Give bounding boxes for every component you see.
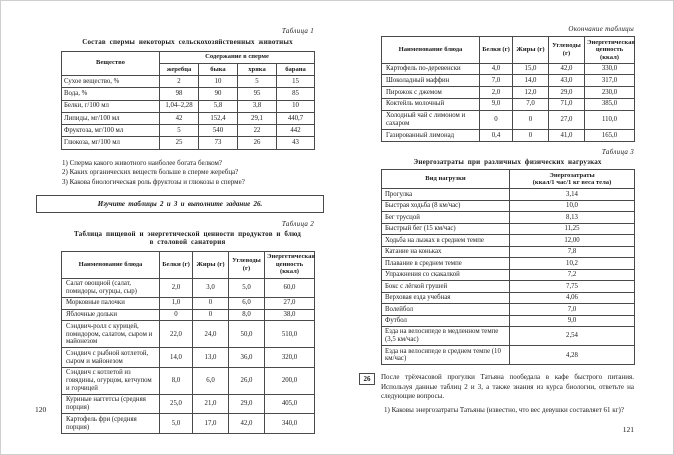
table-row xyxy=(62,414,315,433)
dish-cell: Картофель фри (средняя порция) xyxy=(62,414,160,433)
header-animal: хряка xyxy=(238,63,277,75)
value-cell: 442 xyxy=(277,125,315,137)
value-cell: 317,0 xyxy=(585,75,635,87)
table2-label: Таблица 2 xyxy=(281,219,314,228)
value-cell: 10,0 xyxy=(510,200,635,211)
substance-cell: Сухое вещество, % xyxy=(62,75,160,87)
header-dish: Наименование блюда xyxy=(62,251,160,278)
value-cell: 29,0 xyxy=(229,394,265,413)
substance-cell: Вода, % xyxy=(62,88,160,100)
value-cell: 385,0 xyxy=(585,98,635,110)
food-energy-table xyxy=(61,251,315,434)
value-cell: 90 xyxy=(199,88,238,100)
value-cell: 12,00 xyxy=(510,235,635,246)
table-row xyxy=(382,235,635,246)
value-cell: 0 xyxy=(513,110,549,129)
header-energy: Энергетическая ценность (ккал) xyxy=(265,251,315,278)
value-cell: 36,0 xyxy=(229,348,265,367)
value-cell: 320,0 xyxy=(265,348,315,367)
value-cell: 27,0 xyxy=(265,297,315,309)
value-cell: 29,0 xyxy=(549,87,585,99)
table-row xyxy=(382,346,635,365)
dish-cell: Яблочные дольки xyxy=(62,309,160,321)
value-cell: 42,0 xyxy=(229,414,265,433)
table-header-row xyxy=(62,251,315,278)
value-cell: 6,0 xyxy=(193,367,229,394)
task-subquestion: 1) Каковы энергозатраты Татьяны (известно, что вес девушки составляет 61 кг)? xyxy=(384,405,624,414)
energy-expenditure-table xyxy=(381,169,635,365)
value-cell: 340,0 xyxy=(265,414,315,433)
activity-cell: Волейбол xyxy=(382,304,510,315)
value-cell: 73 xyxy=(199,137,238,149)
header-group: Содержание в сперме xyxy=(160,51,315,63)
table-row xyxy=(62,125,315,137)
dish-cell: Газированный лимонад xyxy=(382,130,480,142)
table2-title-line1: Таблица пищевой и энергетической ценности продуктов и блюд xyxy=(74,229,301,238)
value-cell: 2,0 xyxy=(480,87,513,99)
activity-cell: Ходьба на лыжах в среднем темпе xyxy=(382,235,510,246)
activity-cell: Бег трусцой xyxy=(382,212,510,223)
value-cell: 10,2 xyxy=(510,258,635,269)
value-cell: 4,06 xyxy=(510,292,635,303)
page-number-right: 121 xyxy=(622,425,634,434)
value-cell: 5 xyxy=(160,125,199,137)
value-cell: 1,0 xyxy=(160,297,193,309)
value-cell: 0 xyxy=(513,130,549,142)
value-cell: 2,0 xyxy=(160,278,193,297)
table-row xyxy=(382,63,635,75)
value-cell: 22,0 xyxy=(160,321,193,348)
value-cell: 21,0 xyxy=(193,394,229,413)
question-list xyxy=(62,159,331,188)
table-row xyxy=(62,88,315,100)
table3-label: Таблица 3 xyxy=(601,147,634,156)
value-cell: 60,0 xyxy=(265,278,315,297)
value-cell: 12,0 xyxy=(513,87,549,99)
value-cell: 2,54 xyxy=(510,327,635,346)
question-item: 3) Какова биологическая роль фруктозы и глюкозы в сперме? xyxy=(62,177,245,186)
header-carbs: Углеводы (г) xyxy=(229,251,265,278)
table-row xyxy=(62,309,315,321)
header-fat: Жиры (г) xyxy=(513,37,549,64)
value-cell: 5,8 xyxy=(199,100,238,112)
value-cell: 1,04–2,28 xyxy=(160,100,199,112)
value-cell: 4,28 xyxy=(510,346,635,365)
table-row xyxy=(62,75,315,87)
value-cell: 8,0 xyxy=(160,367,193,394)
table-row xyxy=(62,394,315,413)
value-cell: 5,0 xyxy=(229,278,265,297)
task-number-badge: 26 xyxy=(359,373,375,385)
value-cell: 26,0 xyxy=(229,367,265,394)
table-row xyxy=(382,75,635,87)
table-header-row xyxy=(382,170,635,189)
dish-cell: Сэндвич с котлетой из говядины, огурцом, кетчупом и горчицей xyxy=(62,367,160,394)
table-row xyxy=(382,110,635,129)
table1-title: Состав спермы некоторых сельскохозяйственных животных xyxy=(82,38,293,46)
dish-cell: Картофель по-деревенски xyxy=(382,63,480,75)
substance-cell: Белки, г/100 мл xyxy=(62,100,160,112)
table-row xyxy=(382,189,635,200)
table-row xyxy=(62,321,315,348)
table-row xyxy=(382,281,635,292)
value-cell: 510,0 xyxy=(265,321,315,348)
value-cell: 25 xyxy=(160,137,199,149)
table-row xyxy=(382,304,635,315)
value-cell: 13,0 xyxy=(193,348,229,367)
table-continuation-label: Окончание таблицы xyxy=(568,25,634,33)
value-cell: 440,7 xyxy=(277,112,315,124)
activity-cell: Прогулка xyxy=(382,189,510,200)
sperm-composition-table xyxy=(61,51,315,150)
table1-label: Таблица 1 xyxy=(281,27,314,35)
value-cell: 0 xyxy=(193,309,229,321)
question-item: 2) Каких органических веществ больше в сперме жеребца? xyxy=(62,168,239,177)
value-cell: 43,0 xyxy=(549,75,585,87)
dish-cell: Холодный чай с лимоном и сахаром xyxy=(382,110,480,129)
value-cell: 330,0 xyxy=(585,63,635,75)
value-cell: 0 xyxy=(193,297,229,309)
value-cell: 7,8 xyxy=(510,246,635,257)
activity-cell: Катание на коньках xyxy=(382,246,510,257)
table-row xyxy=(62,278,315,297)
table-row xyxy=(382,269,635,280)
table-row xyxy=(62,112,315,124)
value-cell: 5 xyxy=(238,75,277,87)
value-cell: 230,0 xyxy=(585,87,635,99)
value-cell: 3,14 xyxy=(510,189,635,200)
value-cell: 26 xyxy=(238,137,277,149)
activity-cell: Езда на велосипеде в медленном темпе (3,5 км/час) xyxy=(382,327,510,346)
substance-cell: Липиды, мг/100 мл xyxy=(62,112,160,124)
value-cell: 14,0 xyxy=(513,75,549,87)
table-row xyxy=(382,87,635,99)
table-row xyxy=(62,367,315,394)
header-protein: Белки (г) xyxy=(480,37,513,64)
substance-cell: Фруктоза, мг/100 мл xyxy=(62,125,160,137)
dish-cell: Коктейль молочный xyxy=(382,98,480,110)
header-energy-line2: (ккал/1 час/1 кг веса тела) xyxy=(532,179,612,187)
value-cell: 38,0 xyxy=(265,309,315,321)
value-cell: 27,0 xyxy=(549,110,585,129)
table-row xyxy=(382,98,635,110)
value-cell: 0,4 xyxy=(480,130,513,142)
activity-cell: Футбол xyxy=(382,315,510,326)
value-cell: 29,1 xyxy=(238,112,277,124)
header-energy-line1: Энергозатраты xyxy=(549,171,595,179)
table-row xyxy=(62,297,315,309)
food-energy-table-continued xyxy=(381,36,635,142)
activity-cell: Быстрая ходьба (8 км/час) xyxy=(382,200,510,211)
header-energy xyxy=(510,170,635,189)
header-activity: Вид нагрузки xyxy=(382,170,510,189)
value-cell: 11,25 xyxy=(510,223,635,234)
value-cell: 7,75 xyxy=(510,281,635,292)
value-cell: 3,0 xyxy=(193,278,229,297)
value-cell: 9,0 xyxy=(510,315,635,326)
activity-cell: Быстрый бег (15 км/час) xyxy=(382,223,510,234)
value-cell: 95 xyxy=(238,88,277,100)
question-item: 1) Сперма какого животного наиболее богата белком? xyxy=(62,158,223,167)
value-cell: 85 xyxy=(277,88,315,100)
value-cell: 0 xyxy=(480,110,513,129)
header-energy: Энергетическая ценность (ккал) xyxy=(585,37,635,64)
task-26 xyxy=(359,373,637,402)
value-cell: 5,0 xyxy=(160,414,193,433)
table-row xyxy=(62,137,315,149)
dish-cell: Сэндвич с рыбной котлетой, сыром и майонезом xyxy=(62,348,160,367)
value-cell: 25,0 xyxy=(160,394,193,413)
value-cell: 50,0 xyxy=(229,321,265,348)
header-animal: барана xyxy=(277,63,315,75)
value-cell: 41,0 xyxy=(549,130,585,142)
value-cell: 22 xyxy=(238,125,277,137)
value-cell: 71,0 xyxy=(549,98,585,110)
table-header-row xyxy=(62,51,315,63)
instruction-box: Изучите таблицы 2 и 3 и выполните задание 26. xyxy=(36,195,324,213)
value-cell: 14,0 xyxy=(160,348,193,367)
dish-cell: Пирожок с джемом xyxy=(382,87,480,99)
activity-cell: Плавание в среднем темпе xyxy=(382,258,510,269)
header-animal: жеребца xyxy=(160,63,199,75)
table2-title-line2: в столовой санатория xyxy=(149,238,226,247)
page-right xyxy=(347,1,655,454)
header-carbs: Углеводы (г) xyxy=(549,37,585,64)
table-row xyxy=(382,315,635,326)
table-header-row xyxy=(382,37,635,64)
value-cell: 7,0 xyxy=(513,98,549,110)
table3-title: Энергозатраты при различных физических нагрузках xyxy=(413,157,602,166)
value-cell: 8,13 xyxy=(510,212,635,223)
value-cell: 3,8 xyxy=(238,100,277,112)
value-cell: 8,0 xyxy=(229,309,265,321)
dish-cell: Морковные палочки xyxy=(62,297,160,309)
table-row xyxy=(62,348,315,367)
value-cell: 98 xyxy=(160,88,199,100)
value-cell: 24,0 xyxy=(193,321,229,348)
activity-cell: Упражнения со скакалкой xyxy=(382,269,510,280)
dish-cell: Салат овощной (салат, помидоры, огурцы, сыр) xyxy=(62,278,160,297)
value-cell: 17,0 xyxy=(193,414,229,433)
value-cell: 7,0 xyxy=(510,304,635,315)
dish-cell: Куриные наггетсы (средняя порция) xyxy=(62,394,160,413)
table-row xyxy=(382,212,635,223)
table-row xyxy=(382,246,635,257)
header-fat: Жиры (г) xyxy=(193,251,229,278)
substance-cell: Глюкоза, мг/100 мл xyxy=(62,137,160,149)
value-cell: 7,2 xyxy=(510,269,635,280)
header-dish: Наименование блюда xyxy=(382,37,480,64)
dish-cell: Сэндвич-ролл с курицей, помидором, салатом, сыром и майонезом xyxy=(62,321,160,348)
table-row xyxy=(62,100,315,112)
activity-cell: Езда на велосипеде в среднем темпе (10 км/час) xyxy=(382,346,510,365)
table-row xyxy=(382,258,635,269)
table-row xyxy=(382,130,635,142)
value-cell: 42 xyxy=(160,112,199,124)
header-animal: быка xyxy=(199,63,238,75)
value-cell: 9,0 xyxy=(480,98,513,110)
value-cell: 2 xyxy=(160,75,199,87)
activity-cell: Бокс с лёгкой грушей xyxy=(382,281,510,292)
value-cell: 4,0 xyxy=(480,63,513,75)
page-left xyxy=(29,1,331,454)
table-row xyxy=(382,200,635,211)
value-cell: 110,0 xyxy=(585,110,635,129)
value-cell: 200,0 xyxy=(265,367,315,394)
value-cell: 10 xyxy=(277,100,315,112)
value-cell: 0 xyxy=(160,309,193,321)
value-cell: 165,0 xyxy=(585,130,635,142)
value-cell: 152,4 xyxy=(199,112,238,124)
value-cell: 15 xyxy=(277,75,315,87)
dish-cell: Шоколадный маффин xyxy=(382,75,480,87)
header-substance: Вещество xyxy=(62,51,160,75)
table-row xyxy=(382,223,635,234)
table-row xyxy=(382,292,635,303)
value-cell: 540 xyxy=(199,125,238,137)
value-cell: 405,0 xyxy=(265,394,315,413)
task-text: После трёхчасовой прогулки Татьяна пообедала в кафе быстрого питания. Используя данные таблиц 2 и 3, а также знания из курса биологии, ответьте на следующие вопросы. xyxy=(381,373,634,401)
value-cell: 15,0 xyxy=(513,63,549,75)
value-cell: 7,0 xyxy=(480,75,513,87)
value-cell: 42,0 xyxy=(549,63,585,75)
activity-cell: Верховая езда учебная xyxy=(382,292,510,303)
value-cell: 43 xyxy=(277,137,315,149)
value-cell: 10 xyxy=(199,75,238,87)
value-cell: 6,0 xyxy=(229,297,265,309)
page-number-left: 120 xyxy=(35,405,47,414)
table-row xyxy=(382,327,635,346)
header-protein: Белки (г) xyxy=(160,251,193,278)
